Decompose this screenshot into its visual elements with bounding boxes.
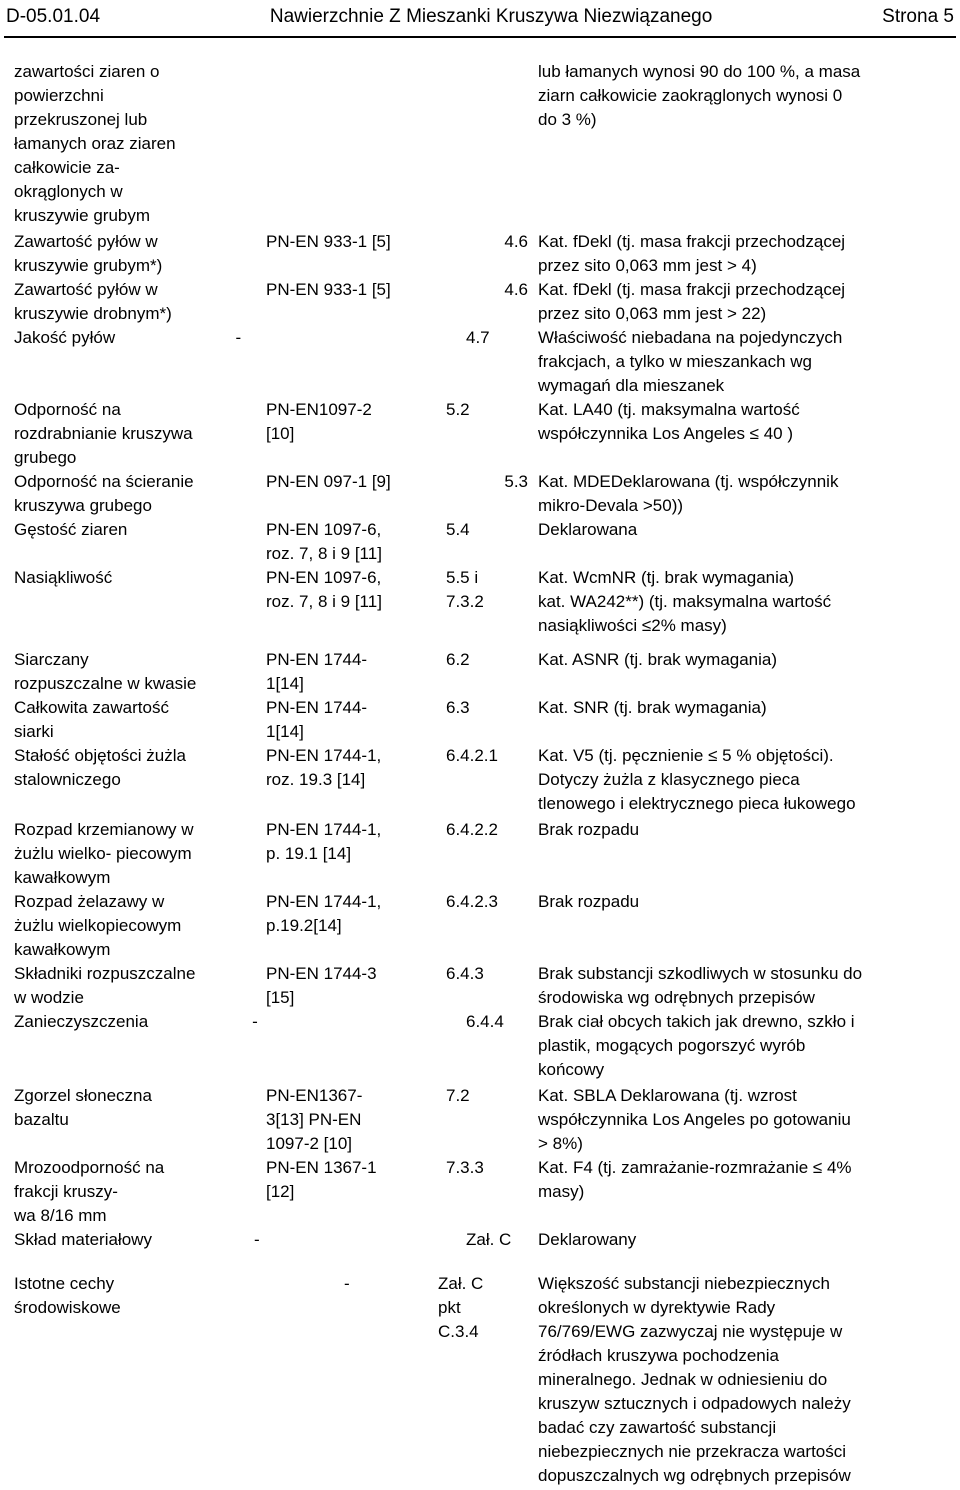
requirement-cell: Kat. ASNR (tj. brak wymagania) xyxy=(538,650,778,669)
clause-cell: 6.3 xyxy=(446,698,470,717)
table-row xyxy=(14,1156,944,1228)
table-row xyxy=(14,230,944,278)
method-cell: - xyxy=(344,1274,350,1293)
requirement-cell: Większość substancji niebezpiecznych określonych w dyrektywie Rady 76/769/EWG zazwyczaj nie występuje w źródłach kruszywa pochodzenia mineralnego. Jednak w odniesieniu do kruszyw sztucznych i odpadowych należy badać czy zawartość substancji niebezpiecznych nie przekracza wartości dopuszczalnych wg odrębnych przepisów xyxy=(538,1274,851,1485)
property-cell: Zanieczyszczenia xyxy=(14,1012,149,1031)
method-clause-cell xyxy=(266,1272,538,1488)
property-method-clause-cell xyxy=(14,1010,538,1082)
requirement-cell: Kat. SNR (tj. brak wymagania) xyxy=(538,698,767,717)
table-row xyxy=(14,648,944,696)
requirement-cell: Kat. fDekl (tj. masa frakcji przechodzącej przez sito 0,063 mm jest > 22) xyxy=(538,280,846,323)
method-cell: - xyxy=(253,1230,260,1249)
requirement-cell: Brak rozpadu xyxy=(538,820,640,839)
property-cell: Skład materiałowy xyxy=(14,1230,152,1249)
property-cell: Jakość pyłów xyxy=(14,328,116,347)
property-cell: Istotne cechy środowiskowe xyxy=(14,1274,121,1317)
requirement-cell: Kat. LA40 (tj. maksymalna wartość współczynnika Los Angeles ≤ 40 ) xyxy=(538,400,800,443)
property-cell: Odporność na rozdrabnianie kruszywa grubego xyxy=(14,400,193,467)
table-row xyxy=(14,744,944,816)
table-row xyxy=(14,566,944,638)
table-row xyxy=(14,518,944,566)
requirement-cell: lub łamanych wynosi 90 do 100 %, a masa ziarn całkowicie zaokrąglonych wynosi 0 do 3 %) xyxy=(538,62,861,129)
property-cell: Stałość objętości żużla stalowniczego xyxy=(14,746,186,789)
method-cell: PN-EN 1367-1 [12] xyxy=(266,1158,377,1201)
table-row xyxy=(14,696,944,744)
requirement-cell: Kat. SBLA Deklarowana (tj. wzrost współczynnika Los Angeles po gotowaniu > 8%) xyxy=(538,1086,851,1153)
page-header xyxy=(6,4,954,30)
requirement-cell: Brak substancji szkodliwych w stosunku do środowiska wg odrębnych przepisów xyxy=(538,964,863,1007)
table-row xyxy=(14,890,944,962)
method-clause-cell xyxy=(266,470,538,518)
method-cell: PN-EN1367- 3[13] PN-EN 1097-2 [10] xyxy=(266,1086,363,1153)
method-cell: PN-EN 1744-1, roz. 19.3 [14] xyxy=(266,746,382,789)
table-row xyxy=(14,962,944,1010)
table-row xyxy=(14,1010,944,1082)
clause-cell: 7.2 xyxy=(446,1086,470,1105)
requirement-cell: Właściwość niebadana na pojedynczych frakcjach, a tylko w mieszankach wg wymagań dla mieszanek xyxy=(538,328,843,395)
page-number: Strona 5 xyxy=(882,6,954,27)
clause-cell: 4.7 xyxy=(465,328,490,347)
clause-cell: Zał. C xyxy=(465,1230,512,1249)
property-cell: Rozpad żelazawy w żużlu wielkopiecowym kawałkowym xyxy=(14,892,182,959)
method-cell: PN-EN 1744- 1[14] xyxy=(266,698,368,741)
method-cell: - xyxy=(235,328,242,347)
clause-cell: 5.2 xyxy=(446,400,470,419)
requirement-cell: Deklarowana xyxy=(538,520,638,539)
clause-cell: Zał. C pkt C.3.4 xyxy=(438,1274,484,1341)
property-cell: Nasiąkliwość xyxy=(14,568,113,587)
requirements-table xyxy=(14,60,944,1488)
method-clause-cell xyxy=(266,230,538,278)
property-cell: Zawartość pyłów w kruszywie grubym*) xyxy=(14,232,163,275)
property-cell: zawartości ziaren o powierzchni przekruszonej lub łamanych oraz ziaren całkowicie za- okrąglonych w kruszywie grubym xyxy=(14,62,176,225)
clause-cell: 7.3.3 xyxy=(446,1158,484,1177)
method-cell: PN-EN 1097-6, roz. 7, 8 i 9 [11] xyxy=(266,568,382,611)
property-cell: Zawartość pyłów w kruszywie drobnym*) xyxy=(14,280,172,323)
header-rule xyxy=(4,36,956,38)
table-row xyxy=(14,1228,944,1252)
method-cell: PN-EN 933-1 [5] xyxy=(266,232,391,251)
table-row xyxy=(14,1272,944,1488)
method-cell xyxy=(266,60,446,228)
clause-cell: 5.4 xyxy=(446,520,470,539)
requirement-cell: Kat. V5 (tj. pęcznienie ≤ 5 % objętości). Dotyczy żużla z klasycznego pieca tlenowego i elektrycznego pieca łukowego xyxy=(538,746,856,813)
method-cell: PN-EN 1744- 1[14] xyxy=(266,650,368,693)
property-cell: Gęstość ziaren xyxy=(14,520,128,539)
method-cell: PN-EN 1744-1, p. 19.1 [14] xyxy=(266,820,382,863)
clause-cell: 6.4.2.2 xyxy=(446,820,498,839)
clause-cell: 6.4.2.3 xyxy=(446,892,498,911)
requirement-cell: Kat. MDEDeklarowana (tj. współczynnik mikro-Devala >50)) xyxy=(538,472,839,515)
clause-cell: 4.6 xyxy=(504,280,528,299)
requirement-cell: Brak rozpadu xyxy=(538,892,640,911)
method-clause-cell xyxy=(266,278,538,326)
method-cell: PN-EN 1744-1, p.19.2[14] xyxy=(266,892,382,935)
requirement-cell: Kat. WcmNR (tj. brak wymagania) kat. WA242**) (tj. maksymalna wartość nasiąkliwości ≤2% masy) xyxy=(538,568,832,635)
method-cell: - xyxy=(252,1012,258,1031)
clause-cell: 4.6 xyxy=(504,232,528,251)
property-cell: Rozpad krzemianowy w żużlu wielko- piecowym kawałkowym xyxy=(14,820,194,887)
property-cell: Odporność na ścieranie kruszywa grubego xyxy=(14,472,194,515)
table-row xyxy=(14,326,944,398)
property-method-clause-cell xyxy=(14,1228,538,1252)
clause-cell: 6.4.3 xyxy=(446,964,484,983)
method-cell: PN-EN 933-1 [5] xyxy=(266,280,391,299)
property-method-clause-cell xyxy=(14,326,538,398)
document-title: Nawierzchnie Z Mieszanki Kruszywa Niezwiązanego xyxy=(269,6,713,27)
clause-cell: 5.3 xyxy=(504,472,528,491)
requirement-cell: Deklarowany xyxy=(538,1230,637,1249)
method-cell: PN-EN 097-1 [9] xyxy=(266,472,391,491)
property-cell: Siarczany rozpuszczalne w kwasie xyxy=(14,650,197,693)
property-cell: Zgorzel słoneczna bazaltu xyxy=(14,1086,152,1129)
table-row xyxy=(14,60,944,228)
requirement-cell: Kat. fDekl (tj. masa frakcji przechodzącej przez sito 0,063 mm jest > 4) xyxy=(538,232,846,275)
method-cell: PN-EN 1097-6, roz. 7, 8 i 9 [11] xyxy=(266,520,382,563)
table-row xyxy=(14,398,944,470)
method-cell: PN-EN1097-2 [10] xyxy=(266,400,372,443)
clause-cell: 6.2 xyxy=(446,650,470,669)
clause-cell: 5.5 i 7.3.2 xyxy=(446,568,484,611)
property-cell: Mrozoodporność na frakcji kruszy- wa 8/16 mm xyxy=(14,1158,165,1225)
table-row xyxy=(14,818,944,890)
property-cell: Składniki rozpuszczalne w wodzie xyxy=(14,964,196,1007)
clause-cell: 6.4.4 xyxy=(465,1012,504,1031)
requirement-cell: Kat. F4 (tj. zamrażanie-rozmrażanie ≤ 4% masy) xyxy=(538,1158,852,1201)
table-row xyxy=(14,1084,944,1156)
requirement-cell: Brak ciał obcych takich jak drewno, szkło i plastik, mogących pogorszyć wyrób końcowy xyxy=(538,1012,855,1079)
clause-cell: 6.4.2.1 xyxy=(446,746,498,765)
table-row xyxy=(14,278,944,326)
method-cell: PN-EN 1744-3 [15] xyxy=(266,964,377,1007)
document-code: D-05.01.04 xyxy=(6,6,101,27)
property-cell: Całkowita zawartość siarki xyxy=(14,698,169,741)
clause-cell xyxy=(446,60,538,228)
table-row xyxy=(14,470,944,518)
